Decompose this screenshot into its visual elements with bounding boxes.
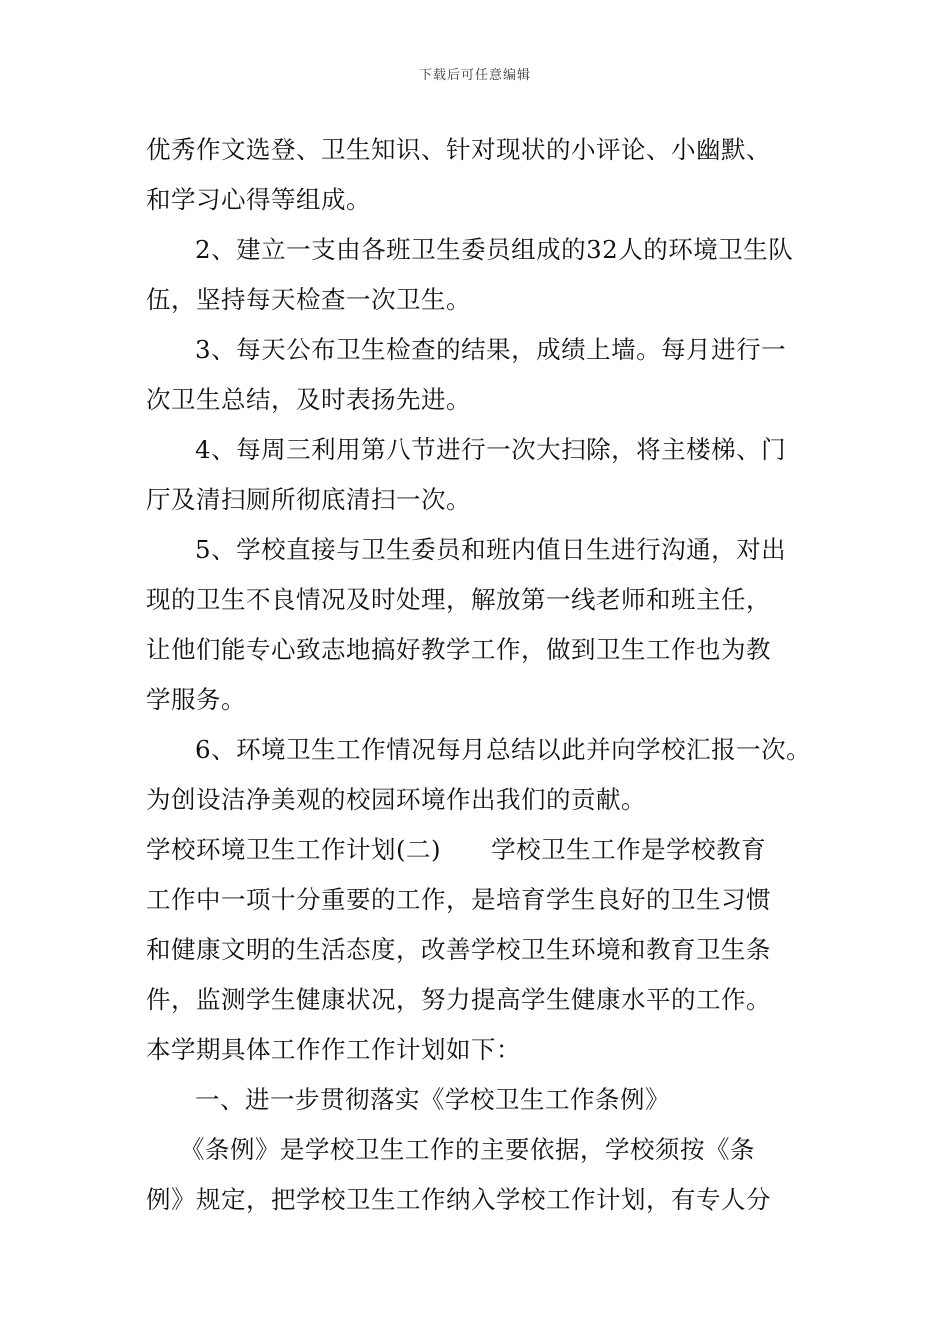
- text-line: 和健康文明的生活态度，改善学校卫生环境和教育卫生条: [146, 935, 771, 964]
- page-header: 下载后可任意编辑: [418, 68, 531, 83]
- text-line: 优秀作文选登、卫生知识、针对现状的小评论、小幽默、: [146, 135, 771, 164]
- text-line: 3、每天公布卫生检查的结果，成绩上墙。每月进行一: [195, 335, 787, 364]
- text-line: 厅及清扫厕所彻底清扫一次。: [146, 485, 471, 514]
- text-line: 《条例》是学校卫生工作的主要依据，学校须按《条: [180, 1135, 755, 1164]
- text-line: 例》规定，把学校卫生工作纳入学校工作计划，有专人分: [146, 1185, 771, 1214]
- text-line: 件，监测学生健康状况，努力提高学生健康水平的工作。: [146, 985, 771, 1014]
- text-line: 4、每周三利用第八节进行一次大扫除，将主楼梯、门: [195, 435, 787, 464]
- section-heading: 一、进一步贯彻落实《学校卫生工作条例》: [195, 1085, 670, 1114]
- text-line: 为创设洁净美观的校园环境作出我们的贡献。: [146, 785, 646, 814]
- text-line: 学校环境卫生工作计划(二) 学校卫生工作是学校教育: [146, 835, 767, 864]
- text-line: 现的卫生不良情况及时处理，解放第一线老师和班主任，: [146, 585, 771, 614]
- text-line: 伍，坚持每天检查一次卫生。: [146, 285, 471, 314]
- text-line: 工作中一项十分重要的工作，是培育学生良好的卫生习惯: [146, 885, 771, 914]
- text-line: 5、学校直接与卫生委员和班内值日生进行沟通，对出: [195, 535, 787, 564]
- text-line: 6、环境卫生工作情况每月总结以此并向学校汇报一次。: [195, 735, 812, 764]
- text-line: 和学习心得等组成。: [146, 185, 371, 214]
- text-line: 次卫生总结，及时表扬先进。: [146, 385, 471, 414]
- text-line: 学服务。: [146, 685, 246, 714]
- text-line: 2、建立一支由各班卫生委员组成的32人的环境卫生队: [195, 235, 794, 264]
- text-line: 本学期具体工作作工作计划如下：: [146, 1035, 521, 1064]
- text-line: 让他们能专心致志地搞好教学工作，做到卫生工作也为教: [146, 635, 771, 664]
